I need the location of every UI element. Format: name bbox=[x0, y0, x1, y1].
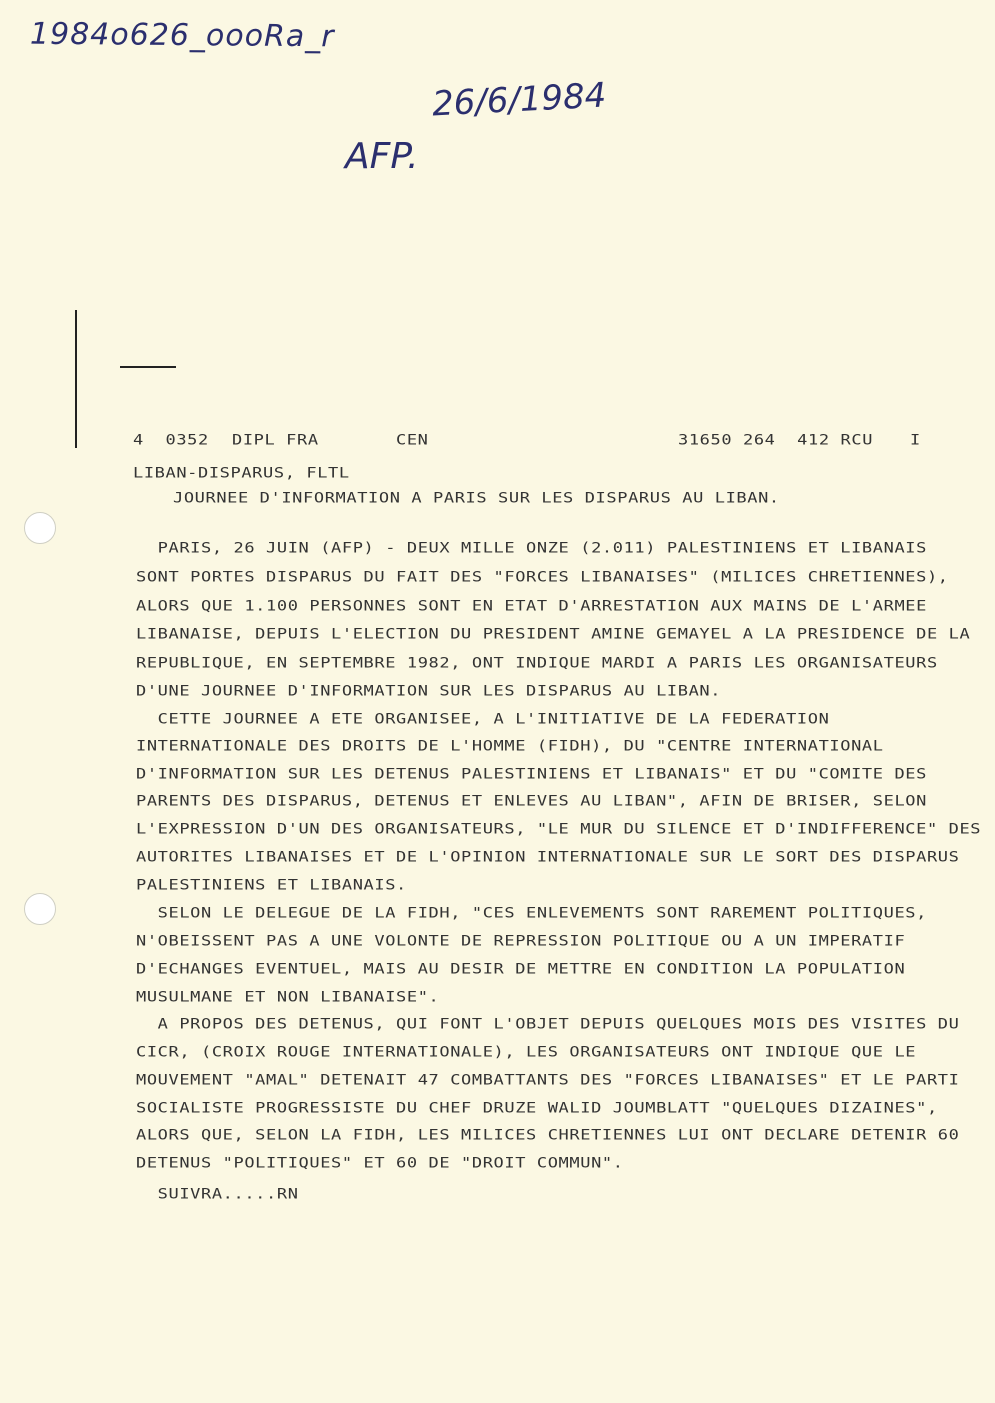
body-line: PALESTINIENS ET LIBANAIS. bbox=[136, 877, 407, 894]
header-serial: 31650 264 412 RCU bbox=[678, 432, 874, 449]
body-line: DETENUS "POLITIQUES" ET 60 DE "DROIT COMMUN". bbox=[136, 1155, 624, 1172]
header-msg-number: 4 0352 bbox=[133, 432, 209, 449]
dispatch-headline: JOURNEE D'INFORMATION A PARIS SUR LES DISPARUS AU LIBAN. bbox=[173, 490, 780, 507]
margin-horizontal-mark bbox=[120, 366, 176, 368]
margin-vertical-line bbox=[75, 310, 77, 448]
body-line: LIBANAISE, DEPUIS L'ELECTION DU PRESIDENT AMINE GEMAYEL A LA PRESIDENCE DE LA bbox=[136, 626, 971, 643]
body-line: A PROPOS DES DETENUS, QUI FONT L'OBJET DEPUIS QUELQUES MOIS DES VISITES DU bbox=[136, 1016, 960, 1033]
handwritten-source: AFP. bbox=[345, 136, 419, 177]
body-line: ALORS QUE, SELON LA FIDH, LES MILICES CHRETIENNES LUI ONT DECLARE DETENIR 60 bbox=[136, 1127, 960, 1144]
header-flag: I bbox=[910, 432, 921, 449]
body-line: SONT PORTES DISPARUS DU FAIT DES "FORCES LIBANAISES" (MILICES CHRETIENNES), bbox=[136, 569, 949, 586]
archive-reference-handwritten: 1984o626_oooRa_r bbox=[29, 16, 335, 55]
body-line: CICR, (CROIX ROUGE INTERNATIONALE), LES ORGANISATEURS ONT INDIQUE QUE LE bbox=[136, 1044, 917, 1061]
body-line: MUSULMANE ET NON LIBANAISE". bbox=[136, 989, 440, 1006]
header-desk: DIPL FRA bbox=[232, 432, 319, 449]
body-line: PARIS, 26 JUIN (AFP) - DEUX MILLE ONZE (2.011) PALESTINIENS ET LIBANAIS bbox=[136, 540, 927, 557]
handwritten-date: 26/6/1984 bbox=[431, 75, 608, 125]
body-line: ALORS QUE 1.100 PERSONNES SONT EN ETAT D'ARRESTATION AUX MAINS DE L'ARMEE bbox=[136, 598, 927, 615]
body-line: L'EXPRESSION D'UN DES ORGANISATEURS, "LE MUR DU SILENCE ET D'INDIFFERENCE" DES bbox=[136, 821, 982, 838]
body-line: MOUVEMENT "AMAL" DETENAIT 47 COMBATTANTS DES "FORCES LIBANAISES" ET LE PARTI bbox=[136, 1072, 960, 1089]
header-code: CEN bbox=[396, 432, 429, 449]
punch-hole-top bbox=[24, 512, 56, 544]
punch-hole-bottom bbox=[24, 893, 56, 925]
body-line: INTERNATIONALE DES DROITS DE L'HOMME (FIDH), DU "CENTRE INTERNATIONAL bbox=[136, 738, 884, 755]
body-line-suivra: SUIVRA.....RN bbox=[136, 1186, 299, 1203]
body-line: D'UNE JOURNEE D'INFORMATION SUR LES DISPARUS AU LIBAN. bbox=[136, 683, 722, 700]
body-line: CETTE JOURNEE A ETE ORGANISEE, A L'INITIATIVE DE LA FEDERATION bbox=[136, 711, 830, 728]
body-line: REPUBLIQUE, EN SEPTEMBRE 1982, ONT INDIQUE MARDI A PARIS LES ORGANISATEURS bbox=[136, 655, 938, 672]
dispatch-slug: LIBAN-DISPARUS, FLTL bbox=[133, 465, 350, 482]
body-line: SELON LE DELEGUE DE LA FIDH, "CES ENLEVEMENTS SONT RAREMENT POLITIQUES, bbox=[136, 905, 927, 922]
body-line: N'OBEISSENT PAS A UNE VOLONTE DE REPRESSION POLITIQUE OU A UN IMPERATIF bbox=[136, 933, 906, 950]
body-line: D'ECHANGES EVENTUEL, MAIS AU DESIR DE METTRE EN CONDITION LA POPULATION bbox=[136, 961, 906, 978]
body-line: SOCIALISTE PROGRESSISTE DU CHEF DRUZE WALID JOUMBLATT "QUELQUES DIZAINES", bbox=[136, 1100, 938, 1117]
body-line: AUTORITES LIBANAISES ET DE L'OPINION INTERNATIONALE SUR LE SORT DES DISPARUS bbox=[136, 849, 960, 866]
body-line: PARENTS DES DISPARUS, DETENUS ET ENLEVES AU LIBAN", AFIN DE BRISER, SELON bbox=[136, 793, 927, 810]
body-line: D'INFORMATION SUR LES DETENUS PALESTINIENS ET LIBANAIS" ET DU "COMITE DES bbox=[136, 766, 927, 783]
